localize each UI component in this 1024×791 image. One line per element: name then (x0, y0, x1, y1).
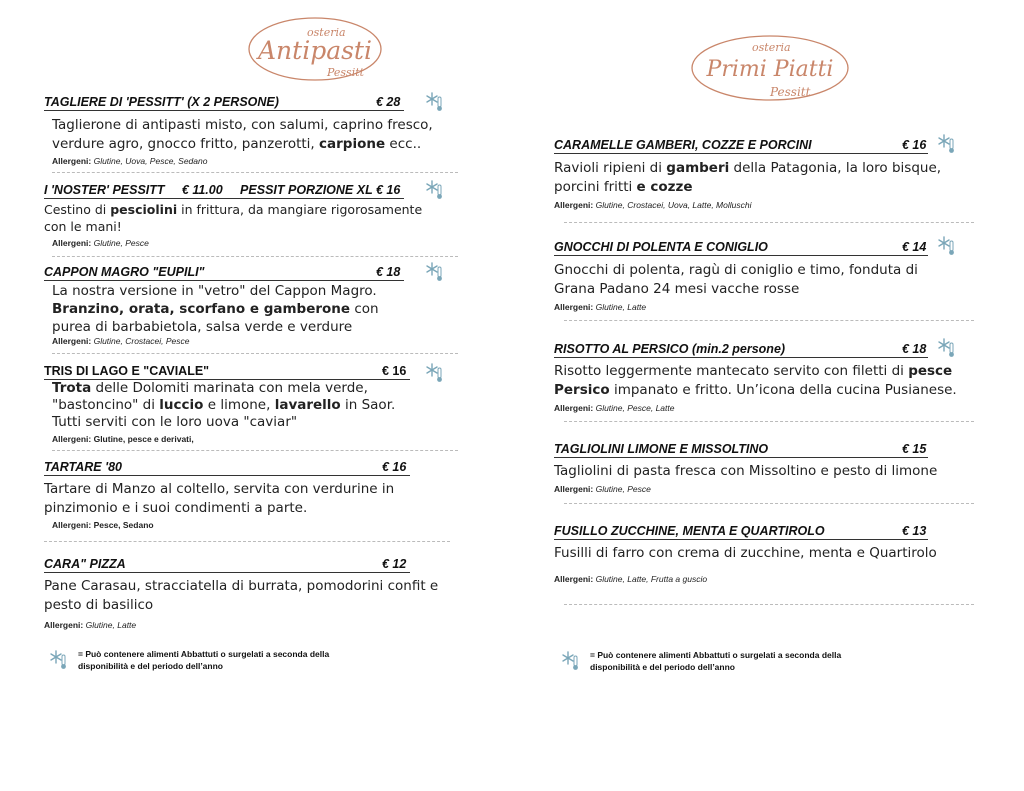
dish-name: RISOTTO AL PERSICO (min.2 persone) (554, 342, 786, 356)
dish-name: CARA" PIZZA (44, 557, 126, 571)
frozen-icon (562, 651, 580, 671)
legend-text: = Può contenere alimenti Abbattuti o surgelati a seconda della disponibilità e del periodo dell’anno (78, 649, 330, 671)
frozen-icon (426, 262, 444, 282)
dish-name: CARAMELLE GAMBERI, COZZE E PORCINI (554, 138, 812, 152)
dish-underline (44, 198, 404, 199)
dish-allergens: Allergeni: Pesce, Sedano (52, 520, 154, 530)
dish-price: € 15 (902, 442, 927, 456)
legend-text: = Può contenere alimenti Abbattuti o surgelati a seconda della disponibilità e del periodo dell’anno (590, 650, 842, 672)
dish-price: € 14 (902, 240, 927, 254)
dish-price: € 18 (376, 265, 401, 279)
dish-allergens: Allergeni: Glutine, Latte (44, 620, 137, 630)
dish-separator (52, 172, 458, 173)
dish-name: I 'NOSTER' PESSITT € 11.00 PESSIT PORZIONE XL (44, 183, 373, 197)
logo-main-text: Primi Piatti (706, 57, 834, 82)
dish-price: € 16 (382, 460, 407, 474)
dish-underline (554, 357, 928, 358)
dish-price: € 16 (902, 138, 927, 152)
dish-underline (554, 153, 928, 154)
logo-top-text: osteria (307, 26, 346, 39)
dish-underline (44, 572, 410, 573)
dish-name: TAGLIERE DI 'PESSITT' (X 2 PERSONE) (44, 95, 279, 109)
logo-bottom-text: Pessitt (770, 85, 811, 99)
dish-description: Ravioli ripieni di gamberi della Patagonia, la loro bisque, porcini fritti e cozze (554, 160, 942, 195)
frozen-icon (50, 650, 68, 670)
logo-top-text: osteria (752, 41, 791, 54)
frozen-icon (938, 236, 956, 256)
dish-description: Tartare di Manzo al coltello, servita con verdurine in pinzimonio e i suoi condimenti a parte. (44, 481, 395, 516)
dish-allergens: Allergeni: Glutine, Uova, Pesce, Sedano (52, 156, 208, 166)
dish-underline (554, 539, 928, 540)
dish-allergens: Allergeni: Glutine, Crostacei, Pesce (52, 336, 190, 346)
dish-separator (44, 541, 450, 542)
dish-separator (564, 503, 974, 504)
dish-description: Gnocchi di polenta, ragù di coniglio e timo, fonduta di Grana Padano 24 mesi vacche rosse (554, 262, 918, 297)
dish-separator (564, 604, 974, 605)
dish-description: Taglierone di antipasti misto, con salumi, caprino fresco, verdure agro, gnocco fritto, panzerotti, carpione ecc.. (52, 117, 433, 152)
dish-price: € 28 (376, 95, 401, 109)
antipasti-logo (245, 14, 385, 84)
dish-separator (52, 353, 458, 354)
dish-name: GNOCCHI DI POLENTA E CONIGLIO (554, 240, 768, 254)
dish-description: Fusilli di farro con crema di zucchine, menta e Quartirolo (554, 545, 937, 561)
dish-underline (554, 457, 928, 458)
dish-description: Pane Carasau, stracciatella di burrata, pomodorini confit e pesto di basilico (44, 578, 439, 613)
dish-allergens: Allergeni: Glutine, Pesce (52, 238, 149, 248)
dish-name: TARTARE '80 (44, 460, 122, 474)
dish-description: La nostra versione in "vetro" del Cappon Magro. Branzino, orata, scorfano e gamberone con purea di barbabietola, salsa verde e verdure (52, 283, 379, 335)
dish-allergens: Allergeni: Glutine, Latte (554, 302, 647, 312)
dish-separator (564, 421, 974, 422)
frozen-icon (426, 92, 444, 112)
primi-piatti-logo (688, 32, 852, 104)
frozen-icon (426, 363, 444, 383)
dish-underline (44, 280, 404, 281)
dish-separator (52, 256, 458, 257)
dish-name: FUSILLO ZUCCHINE, MENTA E QUARTIROLO (554, 524, 825, 538)
dish-price: € 16 (382, 364, 407, 378)
dish-separator (52, 450, 458, 451)
dish-name: CAPPON MAGRO "EUPILI" (44, 265, 205, 279)
dish-description: Cestino di pesciolini in frittura, da mangiare rigorosamente con le mani! (44, 202, 423, 234)
logo-main-text: Antipasti (258, 36, 372, 65)
dish-name: TRIS DI LAGO E "CAVIALE" (44, 364, 210, 378)
dish-underline (44, 475, 410, 476)
dish-underline (554, 255, 928, 256)
dish-separator (564, 222, 974, 223)
dish-allergens: Allergeni: Glutine, Pesce, Latte (554, 403, 675, 413)
dish-allergens: Allergeni: Glutine, Pesce (554, 484, 651, 494)
dish-price: € 18 (902, 342, 927, 356)
frozen-icon (938, 134, 956, 154)
dish-name: TAGLIOLINI LIMONE E MISSOLTINO (554, 442, 769, 456)
dish-description: Trota delle Dolomiti marinata con mela verde, "bastoncino" di luccio e limone, lavarello in Saor. Tutti serviti con le loro uova "caviar" (52, 380, 396, 430)
dish-allergens: Allergeni: Glutine, Crostacei, Uova, Latte, Molluschi (554, 200, 752, 210)
frozen-icon (426, 180, 444, 200)
dish-description: Tagliolini di pasta fresca con Missoltino e pesto di limone (554, 463, 938, 479)
dish-description: Risotto leggermente mantecato servito con filetti di pesce Persico impanato e fritto. Un’icona della cucina Pusianese. (554, 363, 957, 398)
dish-price: € 16 (376, 183, 401, 197)
dish-separator (564, 320, 974, 321)
dish-price: € 12 (382, 557, 407, 571)
frozen-icon (938, 338, 956, 358)
dish-underline (44, 110, 404, 111)
logo-bottom-text: Pessitt (327, 66, 365, 79)
dish-price: € 13 (902, 524, 927, 538)
dish-allergens: Allergeni: Glutine, Latte, Frutta a guscio (554, 574, 708, 584)
dish-allergens: Allergeni: Glutine, pesce e derivati, (52, 434, 194, 444)
